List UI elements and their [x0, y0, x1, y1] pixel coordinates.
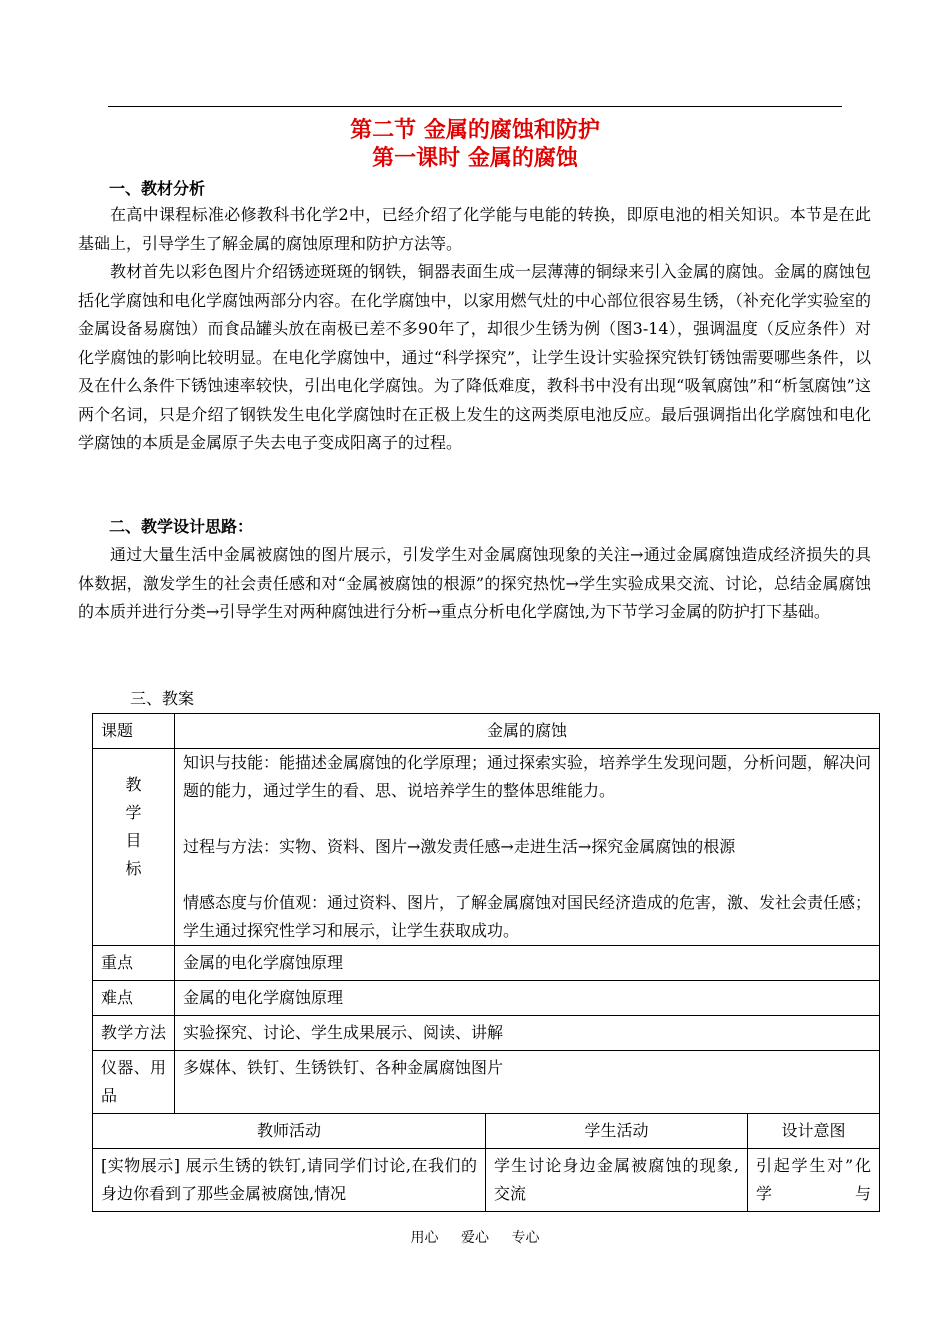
- goals-cell: [175, 749, 880, 946]
- equipment-value: 多媒体、铁钉、生锈铁钉、各种金属腐蚀图片: [175, 1051, 880, 1114]
- part2-heading: 二、教学设计思路：: [109, 517, 254, 536]
- table-row-method: [93, 1016, 880, 1051]
- goal-knowledge: 知识与技能：能描述金属腐蚀的化学原理；通过探索实验，培养学生发现问题，分析问题，解决问题的能力，通过学生的看、思、说培养学生的整体思维能力。: [183, 753, 872, 800]
- page-footer: [0, 1228, 950, 1248]
- lesson-title: 第一课时 金属的腐蚀: [372, 145, 578, 171]
- lesson-plan-table: [92, 713, 880, 1212]
- table-row-goals: [93, 749, 880, 946]
- table-row-topic: [93, 714, 880, 749]
- footer-word-2: 爱心: [461, 1230, 489, 1246]
- goal-attitude: 情感态度与价值观：通过资料、图片，了解金属腐蚀对国民经济造成的危害，激、发社会责任感；学生通过探究性学习和展示，让学生获取成功。: [183, 893, 872, 940]
- table-row-activity-1: [93, 1149, 880, 1212]
- topic-value: 金属的腐蚀: [175, 714, 880, 749]
- design-intent-1: 引起学生对”化学与: [748, 1149, 880, 1212]
- difficulty-label: 难点: [93, 981, 175, 1016]
- col-design-intent: 设计意图: [748, 1114, 880, 1149]
- col-teacher-activity: 教师活动: [93, 1114, 486, 1149]
- method-label: 教学方法: [93, 1016, 175, 1051]
- section-title: 第二节 金属的腐蚀和防护: [350, 117, 600, 143]
- table-row-difficulty: [93, 981, 880, 1016]
- equipment-label: 仪器、用品: [93, 1051, 175, 1114]
- part3-heading: 三、教案: [130, 689, 195, 708]
- key-label: 重点: [93, 946, 175, 981]
- key-value: 金属的电化学腐蚀原理: [175, 946, 880, 981]
- footer-word-1: 用心: [410, 1230, 439, 1246]
- part1-heading: 一、教材分析: [109, 179, 206, 198]
- goals-label: 教 学 目 标: [93, 749, 175, 946]
- footer-word-3: 专心: [511, 1230, 540, 1246]
- student-activity-1: 学生讨论身边金属被腐蚀的现象,交流: [486, 1149, 748, 1212]
- table-row-equipment: [93, 1051, 880, 1114]
- part1-paragraph-2: 教材首先以彩色图片介绍锈迹斑斑的钢铁，铜器表面生成一层薄薄的铜绿来引入金属的腐蚀。金属的腐蚀包括化学腐蚀和电化学腐蚀两部分内容。在化学腐蚀中，以家用燃气灶的中心部位很容易生锈，（补充化学实验室的金属设备易腐蚀）而食品罐头放在南极已差不多90年了，却很少生锈为例（图3-14），强调温度（反应条件）对化学腐蚀的影响比较明显。在电化学腐蚀中，通过“科学探究”，让学生设计实验探究铁钉锈蚀需要哪些条件，以及在什么条件下锈蚀速率较快，引出电化学腐蚀。为了降低难度，教科书中没有出现“吸氧腐蚀”和“析氢腐蚀”这两个名词，只是介绍了钢铁发生电化学腐蚀时在正极上发生的这两类原电池反应。最后强调指出化学腐蚀和电化学腐蚀的本质是金属原子失去电子变成阳离子的过程。: [78, 262, 871, 452]
- header-rule: [108, 106, 842, 107]
- part2-paragraph: 通过大量生活中金属被腐蚀的图片展示，引发学生对金属腐蚀现象的关注→通过金属腐蚀造成经济损失的具体数据，激发学生的社会责任感和对“金属被腐蚀的根源”的探究热忱→学生实验成果交流、讨论，总结金属腐蚀的本质并进行分类→引导学生对两种腐蚀进行分析→重点分析电化学腐蚀,为下节学习金属的防护打下基础。: [78, 545, 871, 621]
- col-student-activity: 学生活动: [486, 1114, 748, 1149]
- goal-process: 过程与方法：实物、资料、图片→激发责任感→走进生活→探究金属腐蚀的根源: [183, 837, 736, 856]
- method-value: 实验探究、讨论、学生成果展示、阅读、讲解: [175, 1016, 880, 1051]
- topic-label: 课题: [93, 714, 175, 749]
- table-row-activity-header: [93, 1114, 880, 1149]
- table-row-key: [93, 946, 880, 981]
- part1-paragraph-1: 在高中课程标准必修教科书化学2中，已经介绍了化学能与电能的转换，即原电池的相关知识。本节是在此基础上，引导学生了解金属的腐蚀原理和防护方法等。: [78, 205, 871, 253]
- teacher-activity-1: [实物展示] 展示生锈的铁钉,请同学们讨论,在我们的身边你看到了那些金属被腐蚀,情况: [93, 1149, 486, 1212]
- difficulty-value: 金属的电化学腐蚀原理: [175, 981, 880, 1016]
